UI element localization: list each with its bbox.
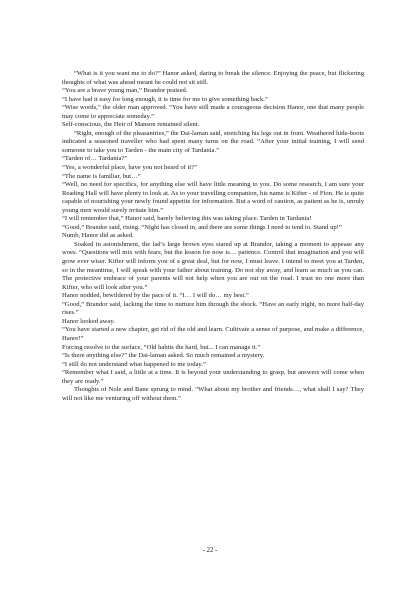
paragraph: “You are a brave young man,” Brandor praised. — [62, 87, 188, 95]
paragraph: “You have started a new chapter, get rid of the old and learn. Cultivate a sense of purpose, and make a difference, Hanor!” — [62, 326, 364, 342]
paragraph: “Yes, a wonderful place, have you not heard of it?” — [62, 164, 198, 172]
paragraph: Hanor looked away. — [62, 317, 115, 325]
body-text — [62, 70, 364, 403]
paragraph: Soaked in astonishment, the lad’s large brown eyes stared up at Brandor, taking a moment to appease any woes. “Questions will mix with fears, but the lesson for now is… patience. Control that imagination and you will grow ever wiser. Kifter will inform you of a great deal, but for now, I must leave. I intend to meet you at Tarden, so in the meantime, I will speak with your father about training. Do not shy away, and learn as much as you can. The protective embrace of your parents will not help when you are out on the road. I trust no one more than Kifter, who will look after you.” — [62, 240, 364, 291]
paragraph: “Remember what I said, a little at a time. It is beyond your understanding to grasp, but answers will come when they are ready.” — [62, 369, 364, 385]
paragraph: “The name is familiar, but…” — [62, 172, 141, 180]
paragraph: Forcing resolve to the surface, “Old habits die hard, but... I can manage it.” — [62, 343, 261, 351]
paragraph: “Is there anything else?” the Dai-laman asked. So much remained a mystery. — [62, 352, 265, 360]
paragraph: “Good,” Brandor said, lacking the time to nurture him through the shock. “Have an early night, no more half-day rises.” — [62, 300, 364, 317]
paragraph: “I still do not understand what happened to me today.” — [62, 360, 206, 368]
paragraph: “I have had it easy for long enough, it is time for me to give something back.” — [62, 95, 268, 103]
paragraph: “What is it you want me to do?” Hanor asked, daring to break the silence. Enjoying the peace, but flickering thoughts of what was ahead meant he could not sit still. — [62, 70, 364, 86]
paragraph: “Well, no need for specifics, for anything else will have little meaning to you. Do some research, I am sure your Reading Hall will have plenty to look at. As to your travelling companion, his name is Kifter - of Fion. He is quite capable of nourishing your newly found appetite for information. But a word of caution, as patient as he is, unruly young men would surely irritate him.” — [62, 181, 364, 214]
paragraph: “Wise words,” the older man approved. “You have still made a courageous decision Hanor, one that many people may come to appreciate someday.” — [62, 104, 364, 120]
paragraph: “Good,” Brandor said, rising. “Night has closed in, and there are some things I need to tend to. Stand up!” — [62, 223, 342, 231]
paragraph: Self-conscious, the Heir of Manson remained silent. — [62, 121, 200, 129]
paragraph: Thoughts of Nole and Bane sprung to mind. “What about my brother and friends…, what shall I say? They will not like me venturing off without them.” — [62, 386, 364, 402]
page-number: - 22 - — [202, 547, 218, 554]
paragraph: “I will remember that,” Hanor said, barely believing this was taking place. Tarden in Tardania! — [62, 215, 312, 223]
paragraph: “Tarden of… Tardania?” — [62, 155, 128, 163]
paragraph: Hanor nodded, bewildered by the pace of it. “I… I will do… my best.” — [62, 292, 249, 300]
paragraph: “Right, enough of the pleasantries,” the Dai-laman said, stretching his legs out in front. Weathered hide-boots indicated a seasoned traveller who had spent many turns on the road. “After your initial training, I will send someone to take you to Tarden - the main city of Tardania.” — [62, 129, 364, 154]
paragraph: Numb, Hanor did as asked. — [62, 232, 134, 240]
